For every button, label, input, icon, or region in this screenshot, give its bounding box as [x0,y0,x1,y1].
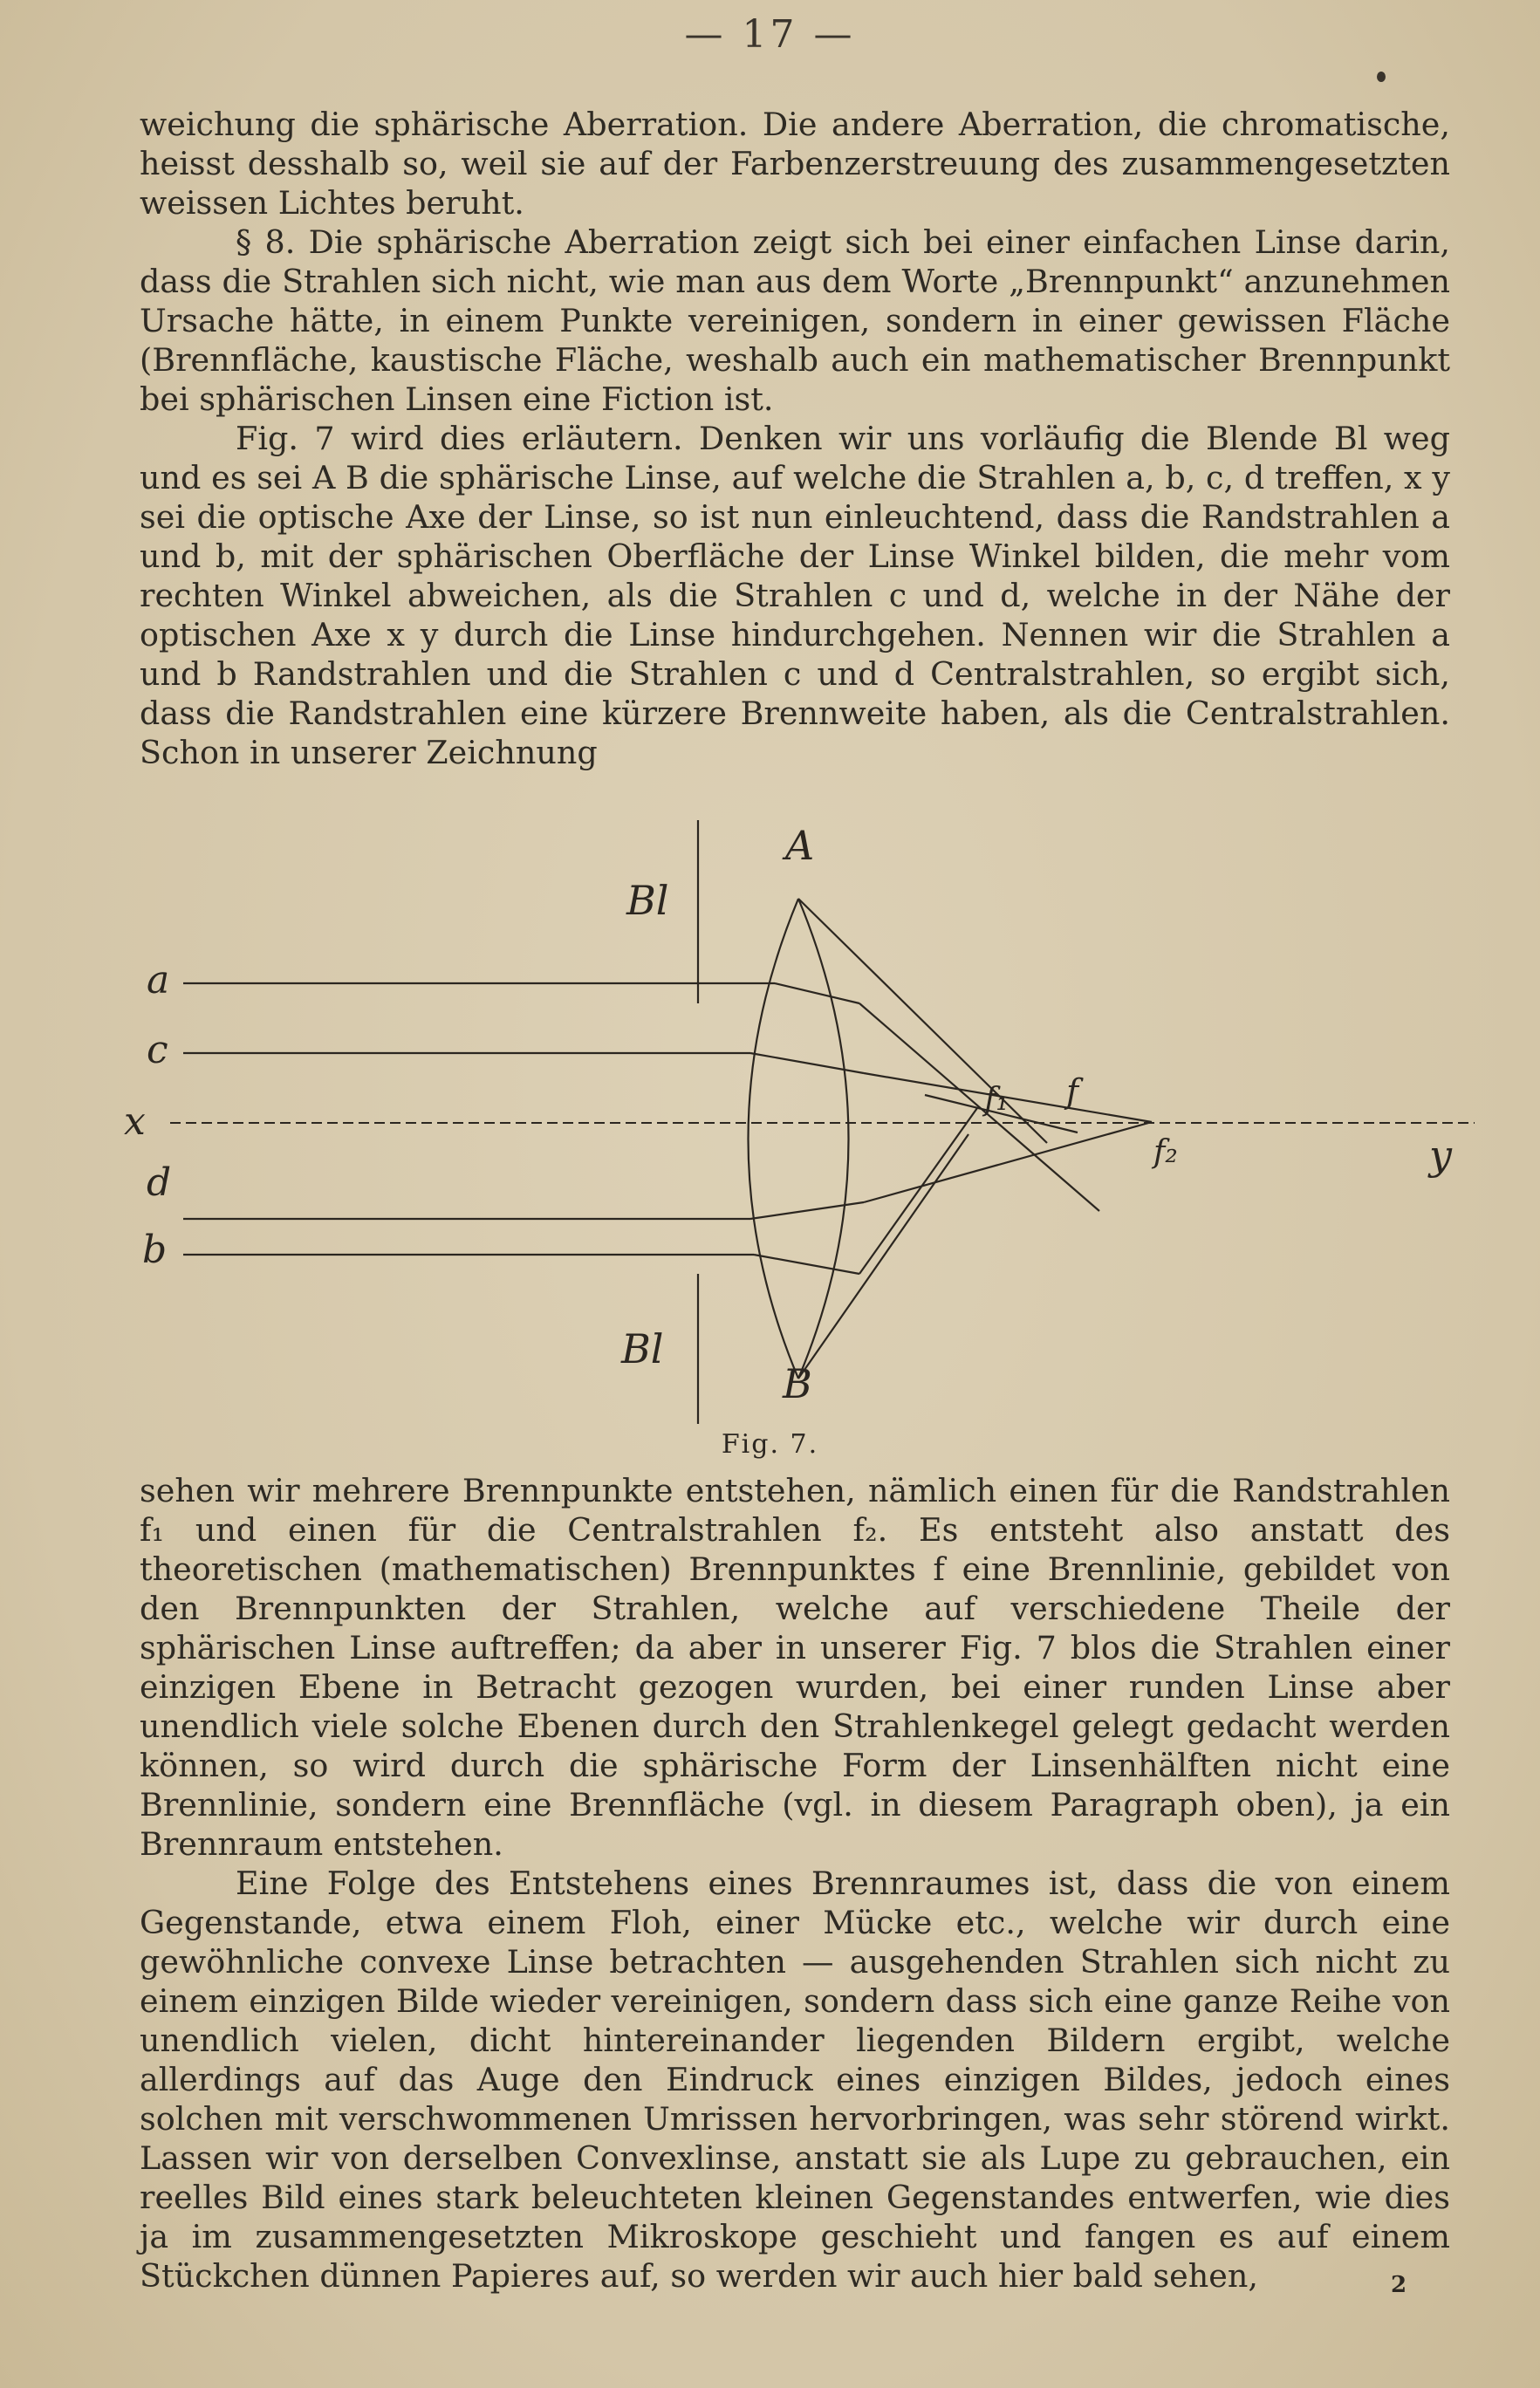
lower-text-block [140,1471,1450,2296]
ray-c-in-lens [750,1053,864,1073]
label-A: A [785,822,815,869]
label-y: y [1429,1132,1452,1179]
label-b: b [142,1228,168,1272]
figure-7 [0,811,1540,1475]
label-f: f [1066,1072,1079,1111]
signature-mark: 2 [1391,2272,1407,2298]
ink-speck [1377,72,1386,82]
paragraph-brennraum: Eine Folge des Entstehens eines Brennraumes ist, dass die von einem Gegenstande, etwa einem Floh, einer Mücke etc., welche wir durch eine gewöhnliche convexe Linse betrachten — ausgehenden Strahlen sich nicht zu einem einzigen Bilde wieder vereinigen, sondern dass sich eine ganze Reihe von unendlich vielen, dicht hintereinander liegenden Bildern ergibt, welche allerdings auf das Auge den Eindruck eines einzigen Bildes, jedoch eines solchen mit verschwommenen Umrissen hervorbringen, was sehr störend wirkt. Lassen wir von derselben Convexlinse, anstatt sie als Lupe zu gebrauchen, ein reelles Bild eines stark beleuchteten kleinen Gegenstandes entwerfen, wie dies ja im zusammengesetzten Mikroskope geschieht und fangen es auf einem Stückchen dünnen Papieres auf, so werden wir auch hier bald sehen, [140,1865,1450,2295]
ray-d-refracted [864,1122,1152,1202]
lens-left-surface [749,899,799,1379]
paragraph-aberration-end: weichung die sphärische Aberration. Die andere Aberration, die chromatische, heisst desshalb so, weil sie auf der Farbenzerstreuung des zusammengesetzten weissen Lichtes beruht. [140,106,1450,222]
figure-caption: Fig. 7. [721,1429,819,1460]
label-x: x [124,1099,146,1144]
label-bl-top: Bl [626,877,669,924]
paragraph-section-8: § 8. Die sphärische Aberration zeigt sich bei einer einfachen Linse darin, dass die Strahlen sich nicht, wie man aus dem Worte „Brennpunkt“ anzunehmen Ursache hätte, in einem Punkte vereinigen, sondern in einer gewissen Fläche (Brennfläche, kaustische Fläche, weshalb auch ein mathematischer Brennpunkt bei sphärischen Linsen eine Fiction ist. [140,223,1450,418]
label-a: a [147,958,170,1002]
label-c: c [147,1028,168,1072]
ray-b-refracted [859,1108,977,1274]
upper-text-block [140,105,1450,772]
label-B: B [783,1360,812,1407]
ray-b-in-lens [754,1255,859,1274]
paragraph-focal-points: sehen wir mehrere Brennpunkte entstehen, nämlich einen für die Randstrahlen f₁ und einen für die Centralstrahlen f₂. Es entsteht also anstatt des theoretischen (mathematischen) Brennpunktes f eine Brennlinie, gebildet von den Brennpunkten der Strahlen, welche auf verschiedene Theile der sphärischen Linse auftreffen; da aber in unserer Fig. 7 blos die Strahlen einer einzigen Ebene in Betracht gezogen wurden, bei einer runden Linse aber unendlich viele solche Ebenen durch den Strahlenkegel gelegt gedacht werden können, so wird durch die sphärische Form der Linsenhälften nicht eine Brennlinie, sondern eine Brennfläche (vgl. in diesem Paragraph oben), ja ein Brennraum entstehen. [140,1472,1450,1863]
ray-outer-bottom [798,1134,968,1379]
label-f1: f₁ [984,1082,1009,1118]
label-bl-bottom: Bl [621,1325,664,1372]
lens-diagram [0,811,1540,1475]
lens-right-surface [798,899,849,1379]
ray-d-in-lens [750,1202,864,1219]
ray-a-in-lens [775,983,859,1003]
label-d: d [147,1160,172,1205]
paragraph-fig7-explanation: Fig. 7 wird dies erläutern. Denken wir uns vorläufig die Blende Bl weg und es sei A B die sphärische Linse, auf welche die Strahlen a, b, c, d treffen, x y sei die optische Axe der Linse, so ist nun einleuchtend, dass die Randstrahlen a und b, mit der sphärischen Oberfläche der Linse Winkel bilden, die mehr vom rechten Winkel abweichen, als die Strahlen c und d, welche in der Nähe der optischen Axe x y durch die Linse hindurchgehen. Nennen wir die Strahlen a und b Randstrahlen und die Strahlen c und d Centralstrahlen, so ergibt sich, dass die Randstrahlen eine kürzere Brennweite haben, als die Centralstrahlen. Schon in unserer Zeichnung [140,420,1450,771]
page-number: — 17 — [684,12,856,57]
label-f2: f₂ [1153,1134,1178,1170]
